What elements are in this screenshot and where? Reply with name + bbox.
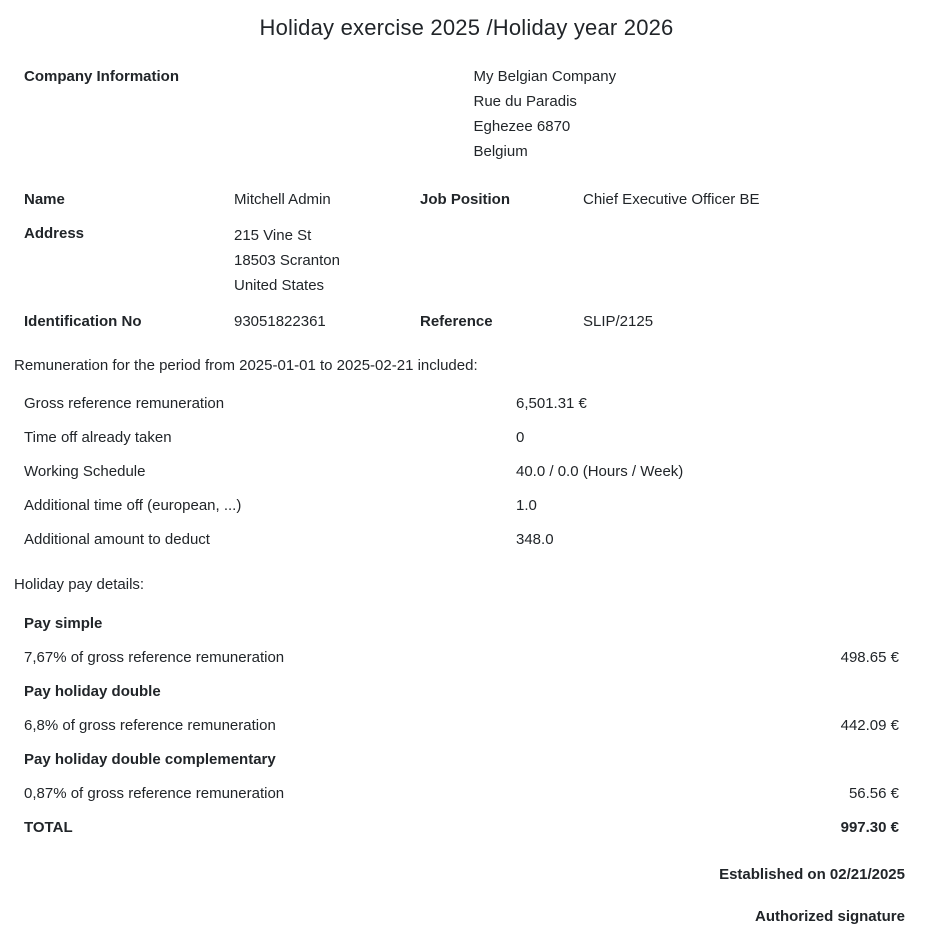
reference-label: Reference [420,313,493,330]
details-value: 6,501.31 € [516,395,587,412]
employee-address-row [14,217,919,305]
total-label: TOTAL [24,819,73,836]
page-title: Holiday exercise 2025 /Holiday year 2026 [259,15,674,40]
address-block [234,223,420,298]
total-amount: 997.30 € [840,819,899,836]
table-row [14,489,919,523]
reference-value: SLIP/2125 [583,313,654,330]
job-position-value: Chief Executive Officer BE [583,191,760,208]
table-row [14,387,919,421]
company-name: My Belgian Company [473,68,617,85]
employee-name-row [14,183,919,217]
pay-section-title-row [14,743,919,777]
identification-label: Identification No [24,313,142,330]
pay-line-amount: 498.65 € [840,649,899,666]
details-value: 1.0 [516,497,537,514]
details-value: 0 [516,429,525,446]
address-country: United States [234,277,325,294]
company-info-label: Company Information [24,68,180,85]
pay-section-title: Pay holiday double complementary [24,751,276,768]
company-address-block [467,64,920,164]
details-label: Working Schedule [24,463,146,480]
address-city: 18503 Scranton [234,252,340,269]
details-value: 348.0 [516,531,554,548]
pay-section-title-row [14,607,919,641]
name-value: Mitchell Admin [234,191,331,208]
pay-section-title-row [14,675,919,709]
pay-line-amount: 56.56 € [848,785,899,802]
pay-line-label: 0,87% of gross reference remuneration [24,785,285,802]
pay-line-label: 6,8% of gross reference remuneration [24,717,276,734]
pay-line-amount: 442.09 € [840,717,899,734]
remuneration-details-table [14,387,919,557]
details-label: Additional time off (european, ...) [24,497,242,514]
company-country: Belgium [473,143,528,160]
authorized-signature-label: Authorized signature [754,908,905,925]
table-row [14,455,919,489]
employee-info-section [14,183,919,339]
address-label: Address [24,225,85,242]
pay-line-row [14,641,919,675]
established-on-date: Established on 02/21/2025 [719,866,905,883]
details-label: Gross reference remuneration [24,395,225,412]
remuneration-period-line: Remuneration for the period from 2025-01-01 to 2025-02-21 included: [14,357,478,374]
details-label: Time off already taken [24,429,172,446]
employee-identification-row [14,305,919,339]
address-street: 215 Vine St [234,227,312,244]
holiday-pay-report [0,14,933,927]
identification-value: 93051822361 [234,313,326,330]
pay-line-label: 7,67% of gross reference remuneration [24,649,285,666]
pay-line-row [14,709,919,743]
signature-section [14,864,919,927]
details-label: Additional amount to deduct [24,531,210,548]
company-city: Eghezee 6870 [473,118,571,135]
pay-section-title: Pay simple [24,615,103,632]
holiday-pay-table [14,607,919,845]
table-row [14,421,919,455]
holiday-pay-heading: Holiday pay details: [14,576,145,593]
pay-section-title: Pay holiday double [24,683,161,700]
details-value: 40.0 / 0.0 (Hours / Week) [516,463,684,480]
total-row [14,811,919,845]
table-row [14,523,919,557]
name-label: Name [24,191,65,208]
job-position-label: Job Position [420,191,510,208]
pay-line-row [14,777,919,811]
company-info-section [14,64,919,164]
company-street: Rue du Paradis [473,93,577,110]
